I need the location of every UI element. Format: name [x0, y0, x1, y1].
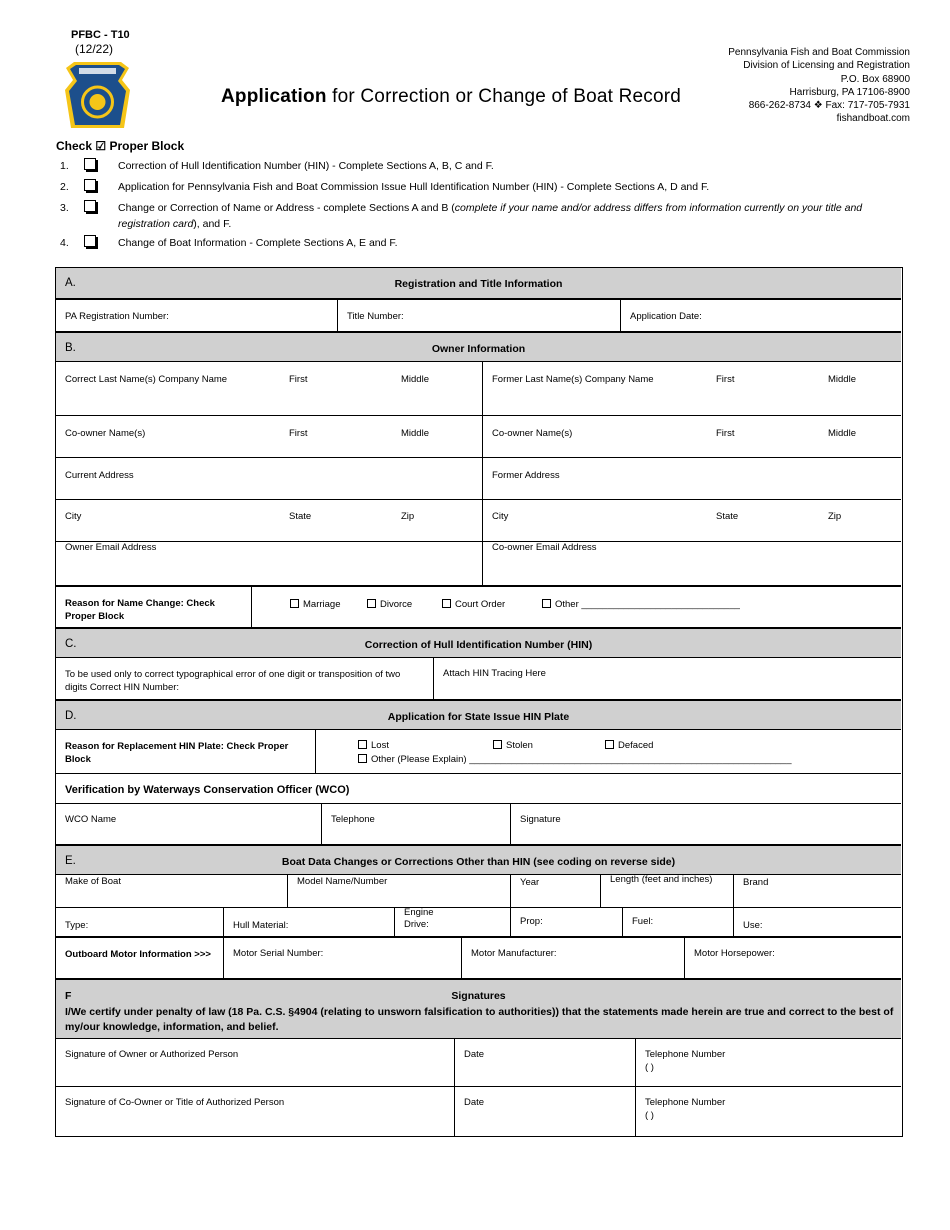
owner-signature-row: Signature of Owner or Authorized Person Date Telephone Number ( ): [56, 1038, 901, 1086]
checkbox-divorce[interactable]: Divorce: [367, 599, 412, 610]
hin-tracing-area[interactable]: Attach HIN Tracing Here: [443, 668, 546, 679]
replacement-reason-row: Reason for Replacement HIN Plate: Check Proper Block Lost Stolen Defaced Other (Please Explain) _____________________________________________________________: [56, 729, 901, 773]
field-motor-serial[interactable]: Motor Serial Number:: [233, 948, 324, 959]
checkbox[interactable]: [84, 179, 96, 191]
pfbc-logo-icon: [62, 60, 133, 130]
field-length[interactable]: Length (feet and inches): [610, 874, 713, 885]
wco-heading-row: Verification by Waterways Conservation Officer (WCO): [56, 773, 901, 803]
boat-data-row-2: [56, 907, 901, 936]
section-f-header: F Signatures I/We certify under penalty of law (18 Pa. C.S. §4904 (relating to unsworn falsification to authorities)) that the statements made herein are true and correct to the best of my/our knowledge, information, and belief.: [56, 978, 901, 1038]
checkbox-marriage[interactable]: Marriage: [290, 599, 341, 610]
page-title: Application for Correction or Change of Boat Record: [221, 86, 682, 107]
checkbox-lost[interactable]: Lost: [358, 740, 389, 751]
coowner-phone-field[interactable]: Telephone Number: [645, 1097, 726, 1108]
field-hull-material[interactable]: Hull Material:: [233, 920, 289, 931]
name-change-reason-row: Reason for Name Change: Check Proper Block Marriage Divorce Court Order Other ______________________________: [56, 585, 901, 627]
checkbox-stolen[interactable]: Stolen: [493, 740, 533, 751]
wco-row: [56, 803, 901, 844]
checkbox[interactable]: [84, 200, 96, 212]
agency-address: Pennsylvania Fish and Boat Commission Division of Licensing and Registration P.O. Box 68900 Harrisburg, PA 17106-8900 866-262-8734 ❖ Fax: 717-705-7931 fishandboat.com: [728, 47, 910, 125]
field-title-number[interactable]: Title Number:: [347, 311, 404, 322]
section-b-header: B. Owner Information: [56, 331, 901, 361]
name-row[interactable]: Correct Last Name(s) Company Name First Middle Former Last Name(s) Company Name First Middle: [56, 361, 901, 415]
field-year[interactable]: Year: [520, 877, 540, 888]
form-code: PFBC - T10: [71, 29, 130, 41]
field-motor-horsepower[interactable]: Motor Horsepower:: [694, 948, 775, 959]
coowner-date-field[interactable]: Date: [464, 1097, 485, 1108]
coowner-signature-row: Signature of Co-Owner or Title of Authorized Person Date Telephone Number ( ): [56, 1086, 901, 1137]
section-c-header: C. Correction of Hull Identification Number (HIN): [56, 627, 901, 657]
field-brand[interactable]: Brand: [743, 877, 769, 888]
hin-correction-row: [56, 657, 901, 699]
wco-name-field[interactable]: WCO Name: [65, 814, 117, 825]
field-fuel[interactable]: Fuel:: [632, 916, 654, 927]
checkbox-other-explain[interactable]: Other (Please Explain) _____________________________________________________________: [358, 754, 792, 765]
checkbox[interactable]: [84, 235, 96, 247]
field-make[interactable]: Make of Boat: [65, 876, 121, 887]
section-e-header: E. Boat Data Changes or Corrections Other than HIN (see coding on reverse side): [56, 844, 901, 874]
field-motor-manufacturer[interactable]: Motor Manufacturer:: [471, 948, 557, 959]
checkbox-court-order[interactable]: Court Order: [442, 599, 505, 610]
section-d-header: D. Application for State Issue HIN Plate: [56, 699, 901, 729]
checkbox-other[interactable]: Other ______________________________: [542, 599, 740, 610]
coowner-signature-field[interactable]: Signature of Co-Owner or Title of Authorized Person: [65, 1097, 285, 1108]
coowner-row[interactable]: Co-owner Name(s) First Middle Co-owner Name(s) First Middle: [56, 415, 901, 457]
checkbox-defaced[interactable]: Defaced: [605, 740, 653, 751]
section-a-row: [56, 298, 901, 331]
field-use[interactable]: Use:: [743, 920, 763, 931]
field-model[interactable]: Model Name/Number: [297, 876, 388, 887]
owner-signature-field[interactable]: Signature of Owner or Authorized Person: [65, 1049, 239, 1060]
check-instruction: Check ☑ Proper Block: [56, 139, 185, 153]
wco-signature-field[interactable]: Signature: [520, 814, 561, 825]
application-form: [55, 267, 903, 1137]
motor-row: Outboard Motor Information >>> Motor Serial Number: Motor Manufacturer: Motor Horsepower:: [56, 936, 901, 978]
email-row[interactable]: Owner Email Address Co-owner Email Address: [56, 541, 901, 585]
correct-hin-field[interactable]: To be used only to correct typographical error of one digit or transposition of two digits Correct HIN Number:: [65, 669, 401, 693]
field-type[interactable]: Type:: [65, 920, 89, 931]
form-revision: (12/22): [75, 42, 114, 56]
field-application-date[interactable]: Application Date:: [630, 311, 702, 322]
address-row[interactable]: Current Address Former Address: [56, 457, 901, 499]
boat-data-row-1: [56, 874, 901, 907]
section-a-header: A. Registration and Title Information: [56, 268, 901, 298]
wco-telephone-field[interactable]: Telephone: [331, 814, 375, 825]
checkbox[interactable]: [84, 158, 96, 170]
owner-date-field[interactable]: Date: [464, 1049, 485, 1060]
field-engine-drive[interactable]: Engine Drive:: [404, 907, 434, 930]
city-row[interactable]: City State Zip City State Zip: [56, 499, 901, 541]
owner-phone-field[interactable]: Telephone Number: [645, 1049, 726, 1060]
field-prop[interactable]: Prop:: [520, 916, 543, 927]
field-pa-registration[interactable]: PA Registration Number:: [65, 311, 169, 322]
